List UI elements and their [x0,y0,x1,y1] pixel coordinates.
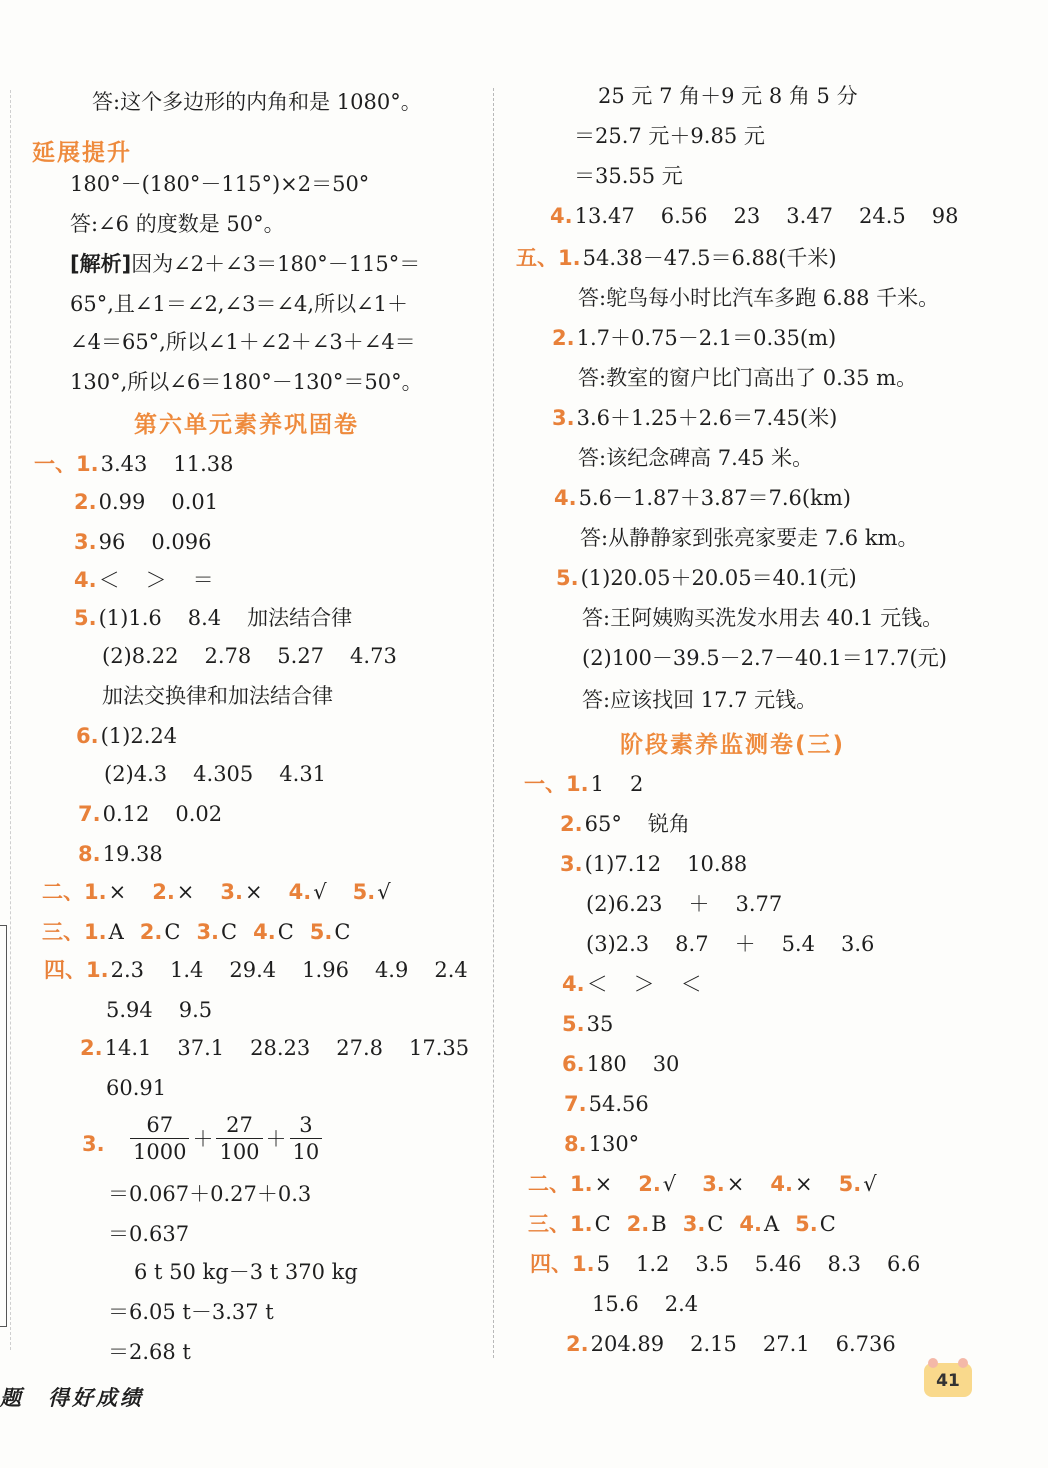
answer-value: ＞ [633,972,655,996]
q-1-2 [560,810,690,838]
item-number: 8. [564,1132,587,1156]
answer-value: 0.096 [151,530,212,554]
money-calc: ＝35.55 元 [574,164,683,188]
answer-value: 24.5 [858,204,906,228]
item-number: 二、1. [528,1172,593,1196]
q-1-1 [524,770,643,798]
answer-value: A [108,920,124,944]
answer-value: × [726,1172,745,1196]
answer-value: C [819,1212,836,1236]
answer-value: C [164,920,181,944]
part-5-4 [554,484,851,512]
part-5-1 [516,244,837,272]
item-number: 5. [838,1172,862,1196]
analysis-line-4: 130°,所以∠6＝180°－130°＝50°。 [70,370,423,394]
item-1-1 [34,450,233,478]
answer-value: 4.73 [350,644,397,668]
answer-value: 4.305 [193,762,254,786]
denominator: 1000 [133,1140,187,1164]
answer-value: 5 [596,1252,610,1276]
part-4-2-cont: 60.91 [106,1076,167,1100]
answer-value: √ [662,1172,677,1196]
answer-value: × [794,1172,813,1196]
answer-value: 5.4 [781,932,815,956]
item-number: 2. [80,1036,103,1060]
fraction [130,1112,189,1165]
item-number: 3. [702,1172,725,1196]
answer-value: C [594,1212,611,1236]
answer-value: 1.4 [170,958,204,982]
numerator: 3 [290,1112,323,1139]
answer-value: 3.5 [695,1252,729,1276]
calc-step: 6 t 50 kg－3 t 370 kg [134,1260,358,1284]
item-number: 2. [152,880,175,904]
answer-value: ＋ [688,892,710,916]
calc-step: ＝6.05 t－3.37 t [108,1300,274,1324]
answer-value: 14.1 [104,1036,152,1060]
answer-line: 答:教室的窗户比门高出了 0.35 m。 [578,366,918,390]
denominator: 10 [292,1140,320,1164]
item-number: 6. [562,1052,585,1076]
answer-value: 29.4 [229,958,277,982]
item-number: 一、1. [34,452,99,476]
edge-frame [0,925,7,1327]
answer-value: 1.2 [635,1252,670,1276]
part-5-5 [556,564,857,592]
item-number: 5. [74,606,97,630]
fraction [216,1112,262,1165]
answer-value: C [334,920,351,944]
answer-value: 0.12 [102,802,150,826]
answer-line: 答:从静静家到张亮家要走 7.6 km。 [580,526,919,550]
money-calc: ＝25.7 元＋9.85 元 [574,124,765,148]
item-number: 四、1. [44,958,109,982]
answer-value: ＜ [586,972,608,996]
item-number: 4. [288,880,312,904]
answer-value: 2.3 [110,958,144,982]
answer-value: 13.47 [574,204,635,228]
money-calc: 25 元 7 角＋9 元 8 角 5 分 [598,84,858,108]
fraction-expression [130,1112,322,1165]
section-extension: 延展提升 [32,140,132,166]
answer-line: 答:王阿姨购买洗发水用去 40.1 元钱。 [582,606,944,630]
s-part-4-2 [566,1330,896,1358]
item-number: 4. [554,486,577,510]
item-number: 5. [309,920,333,944]
answer-value: 4.9 [374,958,409,982]
item-number: 6. [76,724,99,748]
q-1-4 [562,970,702,998]
answer-value: 2 [629,772,644,796]
item-number: 五、1. [516,246,581,270]
answer-value: 8.4 [187,606,222,630]
item-number: 4. [770,1172,793,1196]
answer-value: 15.6 [592,1292,639,1316]
item-number: 3. [220,880,243,904]
answer-value: 5.6－1.87＋3.87＝7.6(km) [578,486,851,510]
answer-value: 加法结合律 [247,606,353,630]
item-number: 7. [78,802,101,826]
answer-value: √ [313,880,327,904]
item-number: 一、1. [524,772,589,796]
answer-value: (1)7.12 [584,852,662,876]
item-number: 四、1. [530,1252,595,1276]
answer-value: × [108,880,127,904]
answer-value: (1)20.05＋20.05＝40.1(元) [580,566,857,590]
analysis-text-1: 因为∠2＋∠3＝180°－115°＝ [131,252,421,276]
item-number: 4. [74,568,97,592]
answer-value: × [176,880,195,904]
answer-value: 27.8 [336,1036,384,1060]
item-1-3 [74,528,211,556]
answer-value: C [707,1212,724,1236]
item-number: 二、1. [42,880,107,904]
answer-value: 180 [586,1052,627,1076]
answer-value: 5.46 [754,1252,802,1276]
section-stage3: 阶段素养监测卷(三) [620,732,846,758]
answer-value: 9.5 [178,998,213,1022]
answer-value: 锐角 [647,812,690,836]
item-number: 3. [552,406,575,430]
item-number: 8. [78,842,101,866]
answer-value: (1)2.24 [100,724,178,748]
item-number: 3. [196,920,220,944]
numerator: 27 [216,1112,262,1139]
item-1-8 [78,840,163,868]
answer-value: 0.99 [98,490,146,514]
numerator: 67 [130,1112,189,1139]
part-5-2 [552,324,836,352]
part-4-1-cont [106,996,212,1024]
item-number: 4. [550,204,573,228]
item-number: 3. [74,530,97,554]
analysis-tag: [解析] [70,252,132,276]
s-part-4-1 [530,1250,920,1278]
answer-value: 3.6＋1.25＋2.6＝7.45(米) [576,406,838,430]
answer-value: 10.88 [687,852,748,876]
answer-value: 3.43 [100,452,148,476]
answer-value: B [651,1212,667,1236]
item-number: 2. [74,490,97,514]
item-number: 5. [556,566,579,590]
item-1-5 [74,604,352,632]
calc-step: ＝0.637 [108,1222,190,1246]
plus-sign: ＋ [192,1126,214,1151]
answer-value: C [277,920,294,944]
answer-value: 1.7＋0.75－2.1＝0.35(m) [576,326,837,350]
answer-value: (2)6.23 [586,892,663,916]
answer-value: 3.77 [735,892,783,916]
item-number: 4. [253,920,276,944]
item-number: 4. [739,1212,762,1236]
answer-value: 54.56 [588,1092,649,1116]
part-3-answers [42,918,350,946]
answer-value: (2)8.22 [102,644,179,668]
answer-value: ＝ [192,568,214,592]
answer-value: (2)4.3 [104,762,168,786]
answer-value: 8.3 [827,1252,861,1276]
answer-value: 5.94 [106,998,153,1022]
part-2-answers [42,878,391,906]
item-number: 2. [566,1332,589,1356]
page-number: 41 [924,1363,972,1397]
answer-value: 11.38 [173,452,234,476]
item-number: 2. [626,1212,650,1236]
answer-line: 答:鸵鸟每小时比汽车多跑 6.88 千米。 [578,286,940,310]
item-number: 3. [560,852,583,876]
answer-value: 6.736 [835,1332,896,1356]
answer-value: 65° [584,812,622,836]
item-4 [550,202,958,230]
answer-value: 19.38 [102,842,163,866]
answer-value: A [763,1212,780,1236]
calc-step: ＝2.68 t [108,1340,191,1364]
footer-slogan: 题 得好成绩 [0,1385,144,1410]
answer-value: 35 [586,1012,614,1036]
q-1-3-part3 [586,930,874,958]
answer-value: 54.38－47.5＝6.88(千米) [582,246,837,270]
item-number: 2. [560,812,583,836]
item-1-5-part2 [102,642,397,670]
item-number: 三、1. [42,920,107,944]
fraction [290,1112,323,1165]
item-1-6-part2 [104,760,326,788]
column-divider [493,88,494,1358]
item-number: 7. [564,1092,587,1116]
answer-angle6: 答:∠6 的度数是 50°。 [70,212,285,236]
answer-value: 204.89 [590,1332,665,1356]
item-1-4 [74,566,214,594]
item-1-2 [74,488,218,516]
q-1-5 [562,1010,613,1038]
answer-value: (3)2.3 [586,932,650,956]
answer-value: 130° [588,1132,640,1156]
item-number: 3. [82,1132,105,1156]
answer-value: 3.47 [786,204,833,228]
answer-line: 答:该纪念碑高 7.45 米。 [578,446,814,470]
item-number: 5. [795,1212,818,1236]
item-1-7 [78,800,222,828]
answer-value: ＋ [734,932,756,956]
item-number: 2. [638,1172,661,1196]
s-part-4-1-cont [592,1290,698,1318]
answer-value: 5.27 [277,644,325,668]
answer-value: 96 [98,530,126,554]
answer-value: ＞ [145,568,167,592]
answer-value: √ [863,1172,877,1196]
answer-value: × [594,1172,613,1196]
answer-value: C [221,920,238,944]
answer-value: 3.6 [840,932,875,956]
section-unit6: 第六单元素养巩固卷 [134,412,359,438]
calc-line: 180°－(180°－115°)×2＝50° [70,172,370,196]
calc-step: ＝0.067＋0.27＋0.3 [108,1182,312,1206]
answer-value: 30 [652,1052,680,1076]
q-1-7 [564,1090,649,1118]
answer-value: 1.96 [302,958,349,982]
answer-value: 2.78 [204,644,252,668]
item-number: 4. [562,972,585,996]
answer-value: ＜ [98,568,120,592]
analysis-line-2: 65°,且∠1＝∠2,∠3＝∠4,所以∠1＋ [70,292,409,316]
answer-value: 28.23 [250,1036,311,1060]
item-number: 三、1. [528,1212,593,1236]
item-number: 2. [552,326,575,350]
q-1-8 [564,1130,639,1158]
part-4-2 [80,1034,469,1062]
q-1-3 [560,850,747,878]
answer-value: 2.4 [434,958,468,982]
s-part-3-answers [528,1210,836,1238]
answer-value: 4.31 [279,762,327,786]
answer-value: × [245,880,263,904]
part-4-3-number [82,1130,107,1158]
answer-value: 23 [733,204,761,228]
plus-sign: ＋ [265,1126,287,1151]
answer-value: 98 [931,204,959,228]
item-number: 5. [352,880,376,904]
item-number: 3. [682,1212,706,1236]
answer-line: 答:应该找回 17.7 元钱。 [582,688,818,712]
q-1-3-part2 [586,890,782,918]
answer-value: (1)1.6 [98,606,162,630]
answer-value: 17.35 [409,1036,470,1060]
answer-value: √ [377,880,391,904]
item-1-5-law: 加法交换律和加法结合律 [102,684,333,708]
analysis-line-1 [70,250,420,278]
part-4-1 [44,956,468,984]
q-1-6 [562,1050,679,1078]
answer-value: 8.7 [675,932,709,956]
answer-value: 37.1 [177,1036,225,1060]
answer-value: ＜ [680,972,702,996]
item-1-6 [76,722,177,750]
part-5-3 [552,404,837,432]
item-number: 2. [139,920,163,944]
denominator: 100 [219,1140,260,1164]
answer-value: 6.56 [660,204,708,228]
answer-value: 0.01 [171,490,219,514]
margin-line [10,90,11,1350]
answer-polygon: 答:这个多边形的内角和是 1080°。 [92,90,422,114]
calc-line: (2)100－39.5－2.7－40.1＝17.7(元) [582,646,947,670]
answer-value: 2.15 [690,1332,737,1356]
answer-value: 1 [590,772,604,796]
item-number: 5. [562,1012,585,1036]
analysis-line-3: ∠4＝65°,所以∠1＋∠2＋∠3＋∠4＝ [70,330,416,354]
answer-value: 0.02 [175,802,223,826]
answer-value: 6.6 [886,1252,921,1276]
answer-value: 2.4 [664,1292,699,1316]
s-part-2-answers [528,1170,877,1198]
answer-value: 27.1 [762,1332,810,1356]
